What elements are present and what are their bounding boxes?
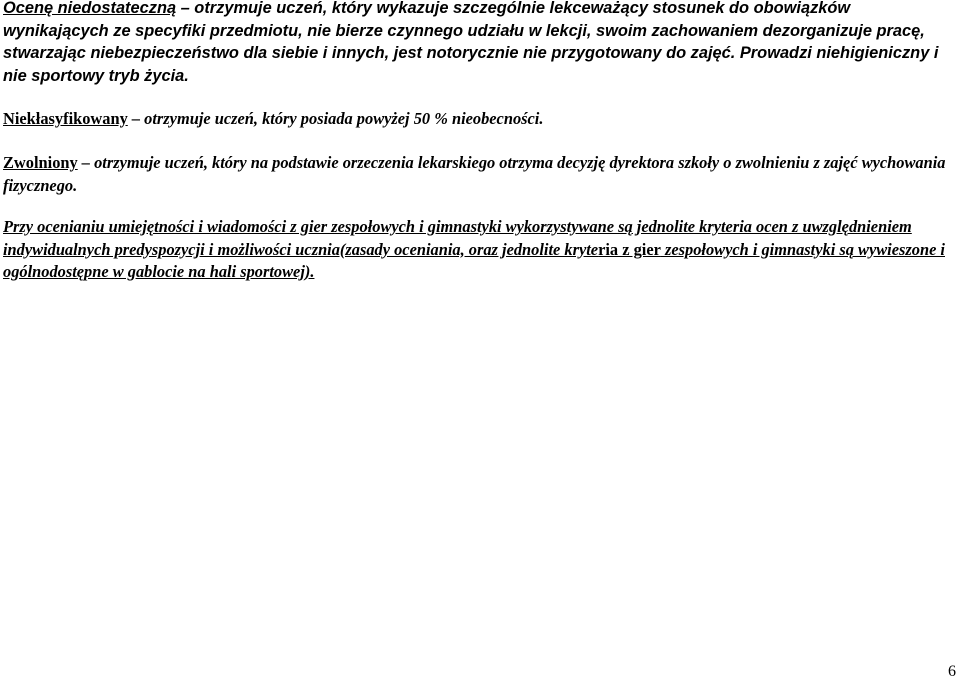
term-dash: –: [176, 0, 190, 17]
paragraph-ocena-niedostateczna: [3, 0, 958, 87]
term-dash: –: [127, 109, 141, 128]
grade-description-niedostateczna: otrzymuje uczeń, który wykazuje szczególnie lekceważący stosunek do obowiązków wynikających ze specyfiki przedmiotu, nie bierze czynnego udziału w lekcji, swoim zachowaniem dezorganizuje pracę, stwarzając niebezpieczeństwo dla siebie i innych, jest notorycznie nie przygotowany do zajęć. Prowadzi niehigieniczny i nie sportowy tryb życia.: [3, 0, 939, 85]
paragraph-zwolniony: [3, 152, 953, 197]
term-dash: –: [77, 153, 90, 172]
grade-term-nieklasyfikowany: Niekłasyfikowany: [3, 109, 128, 128]
criteria-text-upright: ria z gier: [598, 239, 661, 259]
criteria-text: Przy ocenianiu umiejętności i wiadomości z gier zespołowych i gimnastyki wykorzystywane są jednolite kryteria ocen z uwzględnieniem indywidualnych predyspozycji i możliwości ucznia(zasady oceniania, oraz jednolite kryte: [3, 217, 912, 259]
grade-term-niedostateczna: Ocenę niedostateczną: [3, 0, 177, 17]
criteria-text-end: zespołowych i gimnastyki są wywieszone i ogólnodostępne w gablocie na hali sportowej).: [3, 239, 945, 281]
paragraph-nieklasyfikowany: [3, 108, 953, 131]
grade-term-zwolniony: Zwolniony: [3, 153, 78, 172]
paragraph-grading-criteria: [3, 216, 953, 284]
grade-description-nieklasyfikowany: otrzymuje uczeń, który posiada powyżej 50 % nieobecności.: [140, 109, 544, 128]
grade-description-zwolniony: otrzymuje uczeń, który na podstawie orzeczenia lekarskiego otrzyma decyzję dyrektora szkoły o zwolnieniu z zajęć wychowania fizycznego.: [3, 153, 946, 195]
page-number: 6: [948, 663, 956, 680]
